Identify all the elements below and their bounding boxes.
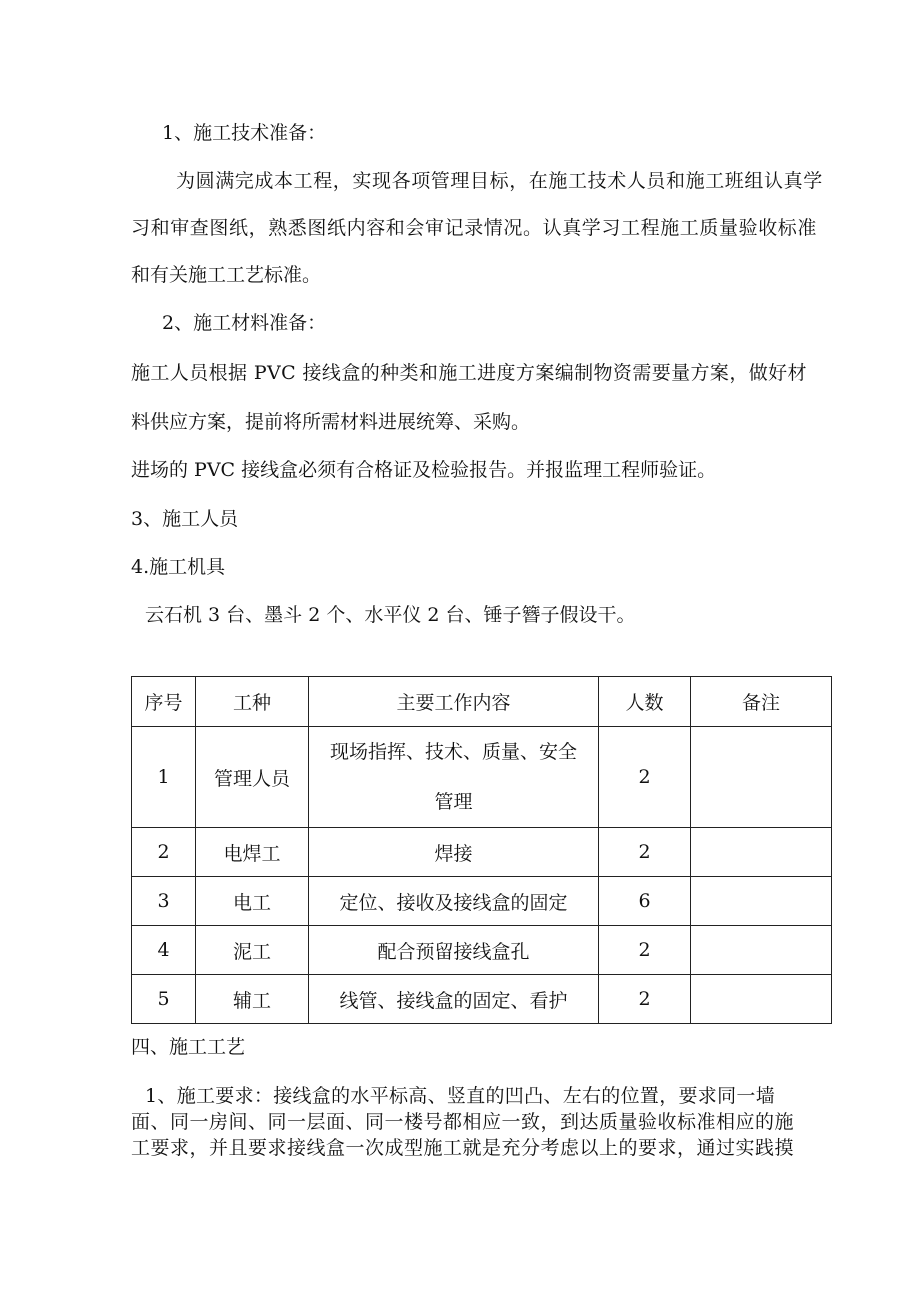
cell-content [309,727,599,828]
material-paragraph-line-3: 进场的 PVC 接线盒必须有合格证及检验报告。并报监理工程师验证。 [131,459,717,481]
requirements-line-3: 工要求，并且要求接线盒一次成型施工就是充分考虑以上的要求，通过实践摸 [131,1137,795,1159]
cell-content-line-1: 现场指挥、技术、质量、安全 [329,741,577,763]
tools-heading: 4.施工机具 [131,556,226,578]
cell-content-line-2: 管理 [434,791,473,813]
header-content: 主要工作内容 [309,677,599,727]
tech-prep-heading: 1、施工技术准备： [162,122,327,144]
tech-prep-paragraph-line-1: 为圆满完成本工程，实现各项管理目标，在施工技术人员和施工班组认真学 [176,170,823,192]
cell-content: 配合预留接线盒孔 [309,926,599,975]
cell-count: 6 [599,877,691,926]
cell-content: 定位、接收及接线盒的固定 [309,877,599,926]
header-count: 人数 [599,677,691,727]
cell-note [691,727,832,828]
header-note: 备注 [691,677,832,727]
cell-content: 焊接 [309,828,599,877]
material-paragraph-line-2: 料供应方案，提前将所需材料进展统筹、采购。 [131,411,531,433]
cell-note [691,926,832,975]
crew-table [131,676,832,1024]
personnel-heading: 3、施工人员 [131,508,239,530]
cell-trade: 管理人员 [196,727,309,828]
cell-count: 2 [599,828,691,877]
cell-note [691,975,832,1024]
table-header-row [132,677,832,727]
tools-line: 云石机 3 台、墨斗 2 个、水平仪 2 台、锤子簪子假设干。 [145,604,636,626]
cell-trade: 电工 [196,877,309,926]
cell-no: 5 [132,975,196,1024]
requirements-line-2: 面、同一房间、同一层面、同一楼号都相应一致，到达质量验收标准相应的施 [131,1111,795,1133]
cell-no: 4 [132,926,196,975]
table-row [132,828,832,877]
cell-no: 1 [132,727,196,828]
cell-count: 2 [599,727,691,828]
cell-note [691,877,832,926]
requirements-line-1: 1、施工要求：接线盒的水平标高、竖直的凹凸、左右的位置，要求同一墙 [145,1085,775,1107]
cell-count: 2 [599,975,691,1024]
table-row [132,926,832,975]
cell-note [691,828,832,877]
cell-no: 2 [132,828,196,877]
tech-prep-paragraph-line-3: 和有关施工工艺标准。 [131,264,322,286]
cell-count: 2 [599,926,691,975]
table-row [132,877,832,926]
cell-no: 3 [132,877,196,926]
material-prep-heading: 2、施工材料准备： [162,312,327,334]
cell-trade: 泥工 [196,926,309,975]
table-row [132,727,832,828]
cell-trade: 辅工 [196,975,309,1024]
header-no: 序号 [132,677,196,727]
table-row [132,975,832,1024]
cell-trade: 电焊工 [196,828,309,877]
process-heading: 四、施工工艺 [131,1036,246,1058]
cell-content: 线管、接线盒的固定、看护 [309,975,599,1024]
material-paragraph-line-1: 施工人员根据 PVC 接线盒的种类和施工进度方案编制物资需要量方案，做好材 [131,362,807,384]
header-trade: 工种 [196,677,309,727]
tech-prep-paragraph-line-2: 习和审查图纸，熟悉图纸内容和会审记录情况。认真学习工程施工质量验收标准 [131,217,818,239]
